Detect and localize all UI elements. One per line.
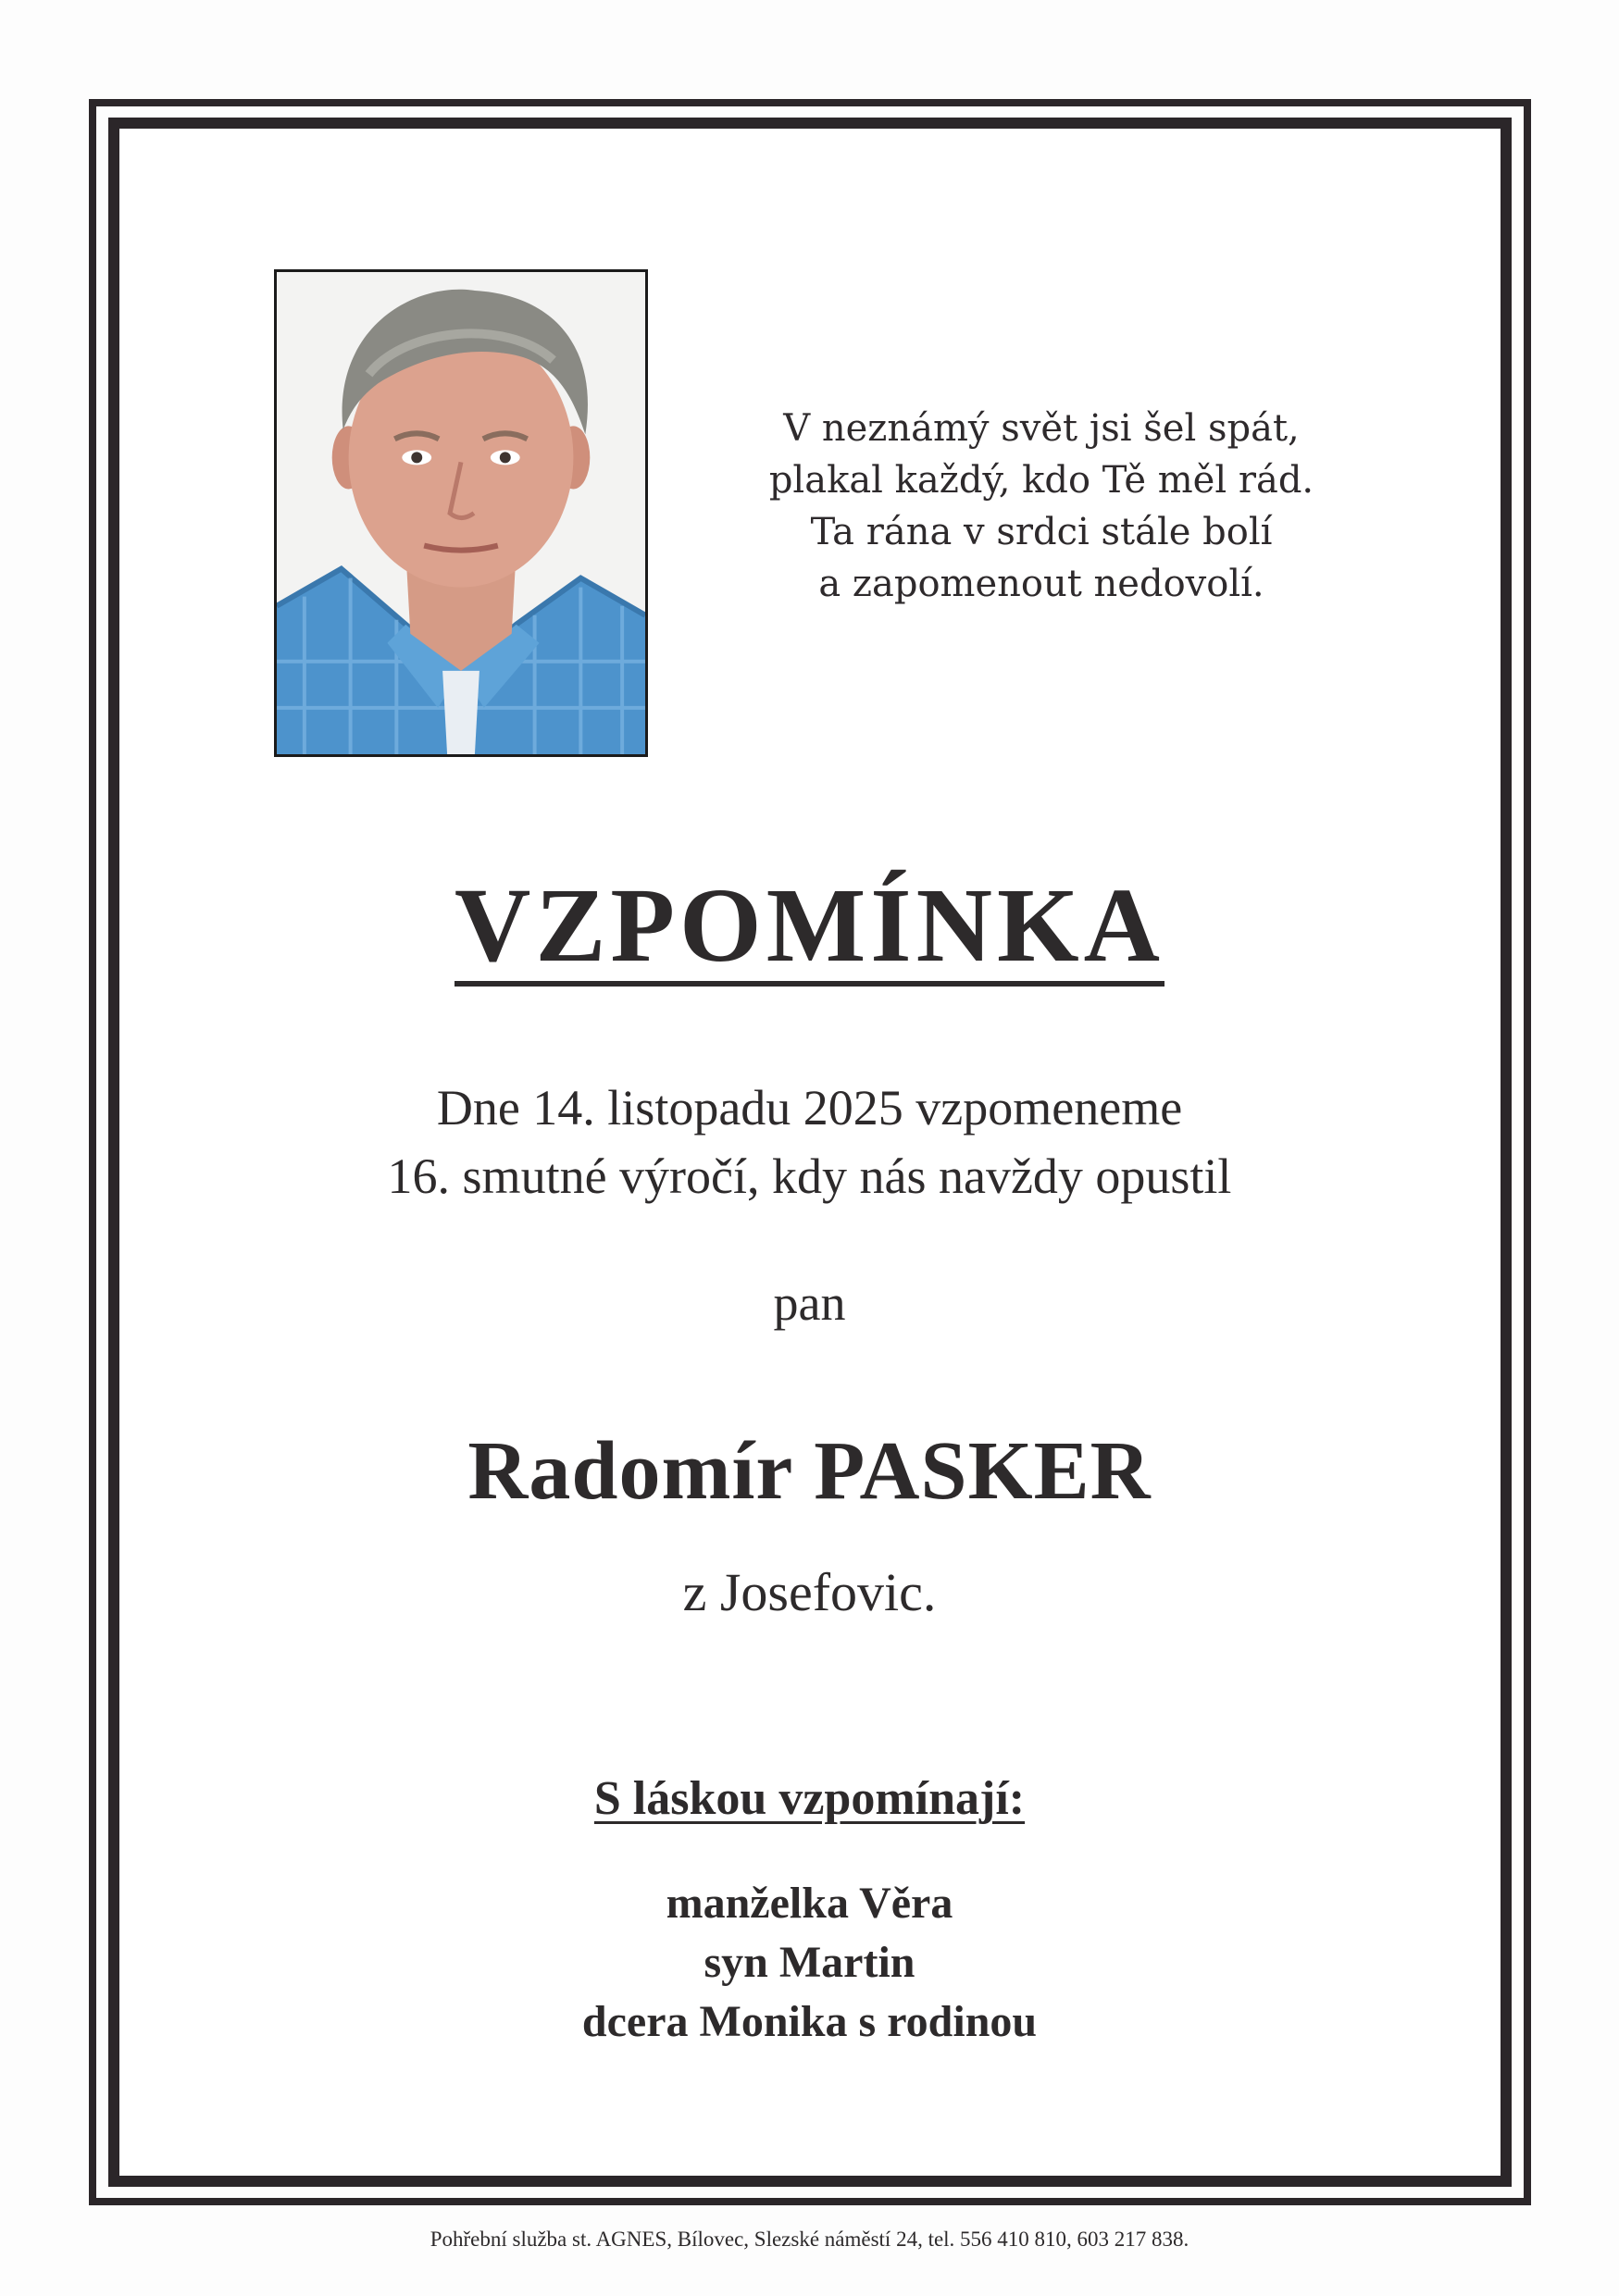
- mourners-list: [0, 1874, 1619, 2052]
- deceased-name: Radomír PASKER: [467, 1425, 1152, 1517]
- portrait-photo: [274, 269, 648, 757]
- page-title: [0, 866, 1619, 987]
- title-word: pan: [773, 1275, 846, 1331]
- list-item: dcera Monika s rodinou: [581, 1997, 1038, 2046]
- list-item: syn Martin: [704, 1938, 915, 1987]
- mourners-heading-text: S láskou vzpomínají:: [593, 1772, 1026, 1825]
- portrait-illustration: [277, 272, 645, 754]
- announcement-line: Dne 14. listopadu 2025 vzpomeneme: [436, 1080, 1183, 1136]
- verse-line: V neznámý svět jsi šel spát,: [783, 407, 1300, 450]
- origin-place: z Josefovic.: [682, 1562, 937, 1622]
- list-item: manželka Věra: [666, 1879, 953, 1928]
- verse-poem: [741, 403, 1342, 610]
- verse-line: a zapomenout nedovolí.: [818, 563, 1264, 605]
- announcement-line: 16. smutné výročí, kdy nás navždy opustil: [387, 1148, 1232, 1204]
- heading-text: VZPOMÍNKA: [455, 870, 1164, 987]
- verse-line: plakal každý, kdo Tě měl rád.: [768, 459, 1314, 502]
- funeral-service-footer: Pohřební služba st. AGNES, Bílovec, Slezské náměstí 24, tel. 556 410 810, 603 217 838.: [430, 2228, 1189, 2251]
- mourners-heading: [0, 1769, 1619, 1829]
- verse-line: Ta rána v srdci stále bolí: [810, 511, 1273, 553]
- announcement: [0, 1074, 1619, 1210]
